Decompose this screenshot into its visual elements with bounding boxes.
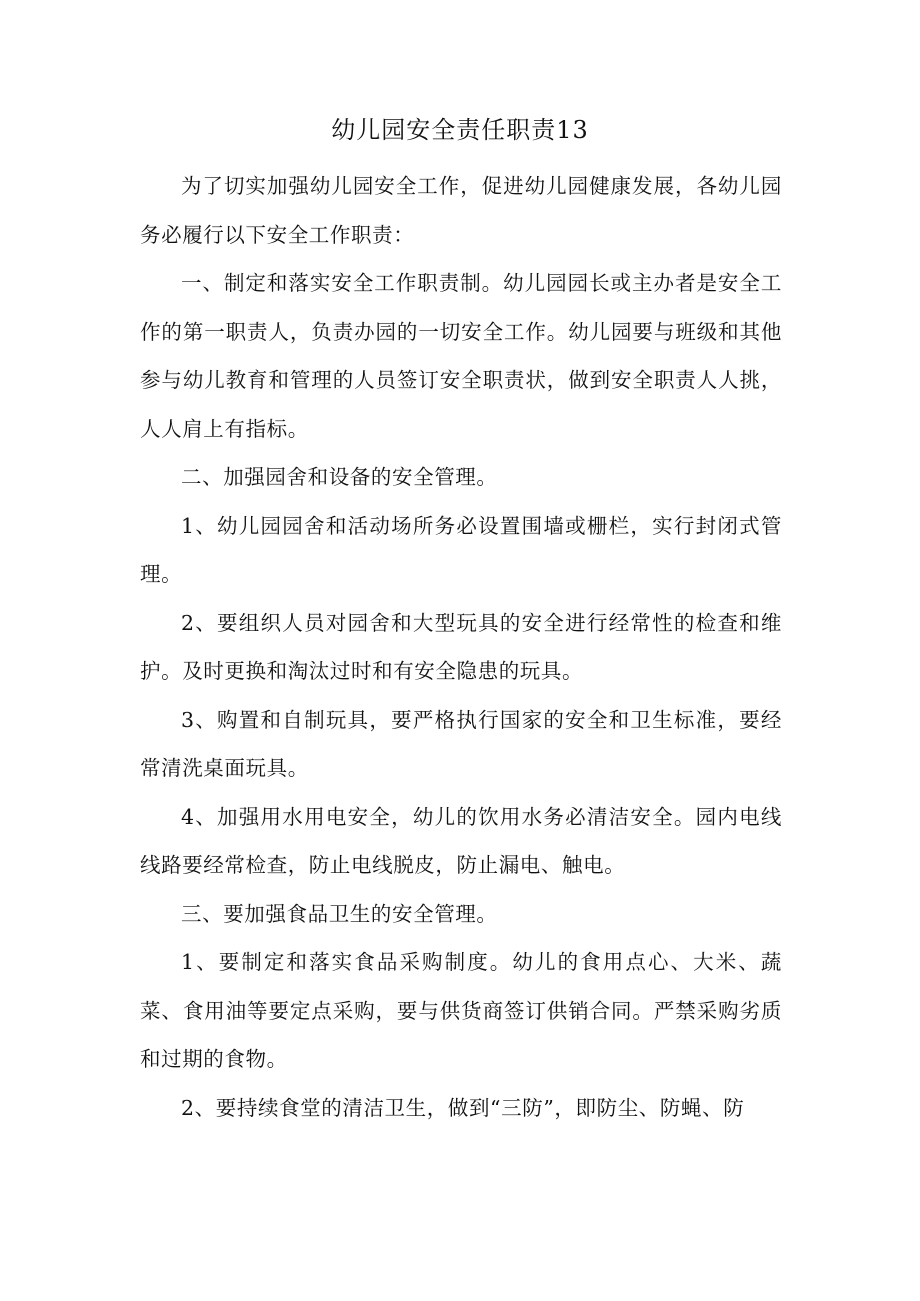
paragraph-section-3-item-1: 1、要制定和落实食品采购制度。幼儿的食用点心、大米、蔬菜、食用油等要定点采购，要与供货商签订供销合同。严禁采购劣质和过期的食物。 <box>140 950 782 1071</box>
paragraph-section-2-item-1: 1、幼儿园园舍和活动场所务必设置围墙或栅栏，实行封闭式管理。 <box>140 513 782 586</box>
paragraph-section-2-item-3: 3、购置和自制玩具，要严格执行国家的安全和卫生标准，要经常清洗桌面玩具。 <box>140 707 782 780</box>
paragraph-section-2-item-4: 4、加强用水用电安全，幼儿的饮用水务必清洁安全。园内电线线路要经常检查，防止电线脱皮，防止漏电、触电。 <box>140 804 782 877</box>
document-title: 幼儿园安全责任职责13 <box>331 116 589 144</box>
paragraph-section-1: 一、制定和落实安全工作职责制。幼儿园园长或主办者是安全工作的第一职责人，负责办园的一切安全工作。幼儿园要与班级和其他参与幼儿教育和管理的人员签订安全职责状，做到安全职责人人挑，人人肩上有指标。 <box>140 271 782 441</box>
paragraph-section-3-item-2: 2、要持续食堂的清洁卫生，做到“三防”，即防尘、防蝇、防 <box>181 1095 745 1120</box>
paragraph-section-2-heading: 二、加强园舍和设备的安全管理。 <box>181 465 498 489</box>
paragraph-section-2-item-2: 2、要组织人员对园舍和大型玩具的安全进行经常性的检查和维护。及时更换和淘汰过时和有安全隐患的玩具。 <box>140 610 782 683</box>
document-body <box>140 162 782 1132</box>
paragraph-section-3-heading: 三、要加强食品卫生的安全管理。 <box>181 901 498 926</box>
paragraph-intro: 为了切实加强幼儿园安全工作，促进幼儿园健康发展，各幼儿园务必履行以下安全工作职责： <box>140 174 782 247</box>
